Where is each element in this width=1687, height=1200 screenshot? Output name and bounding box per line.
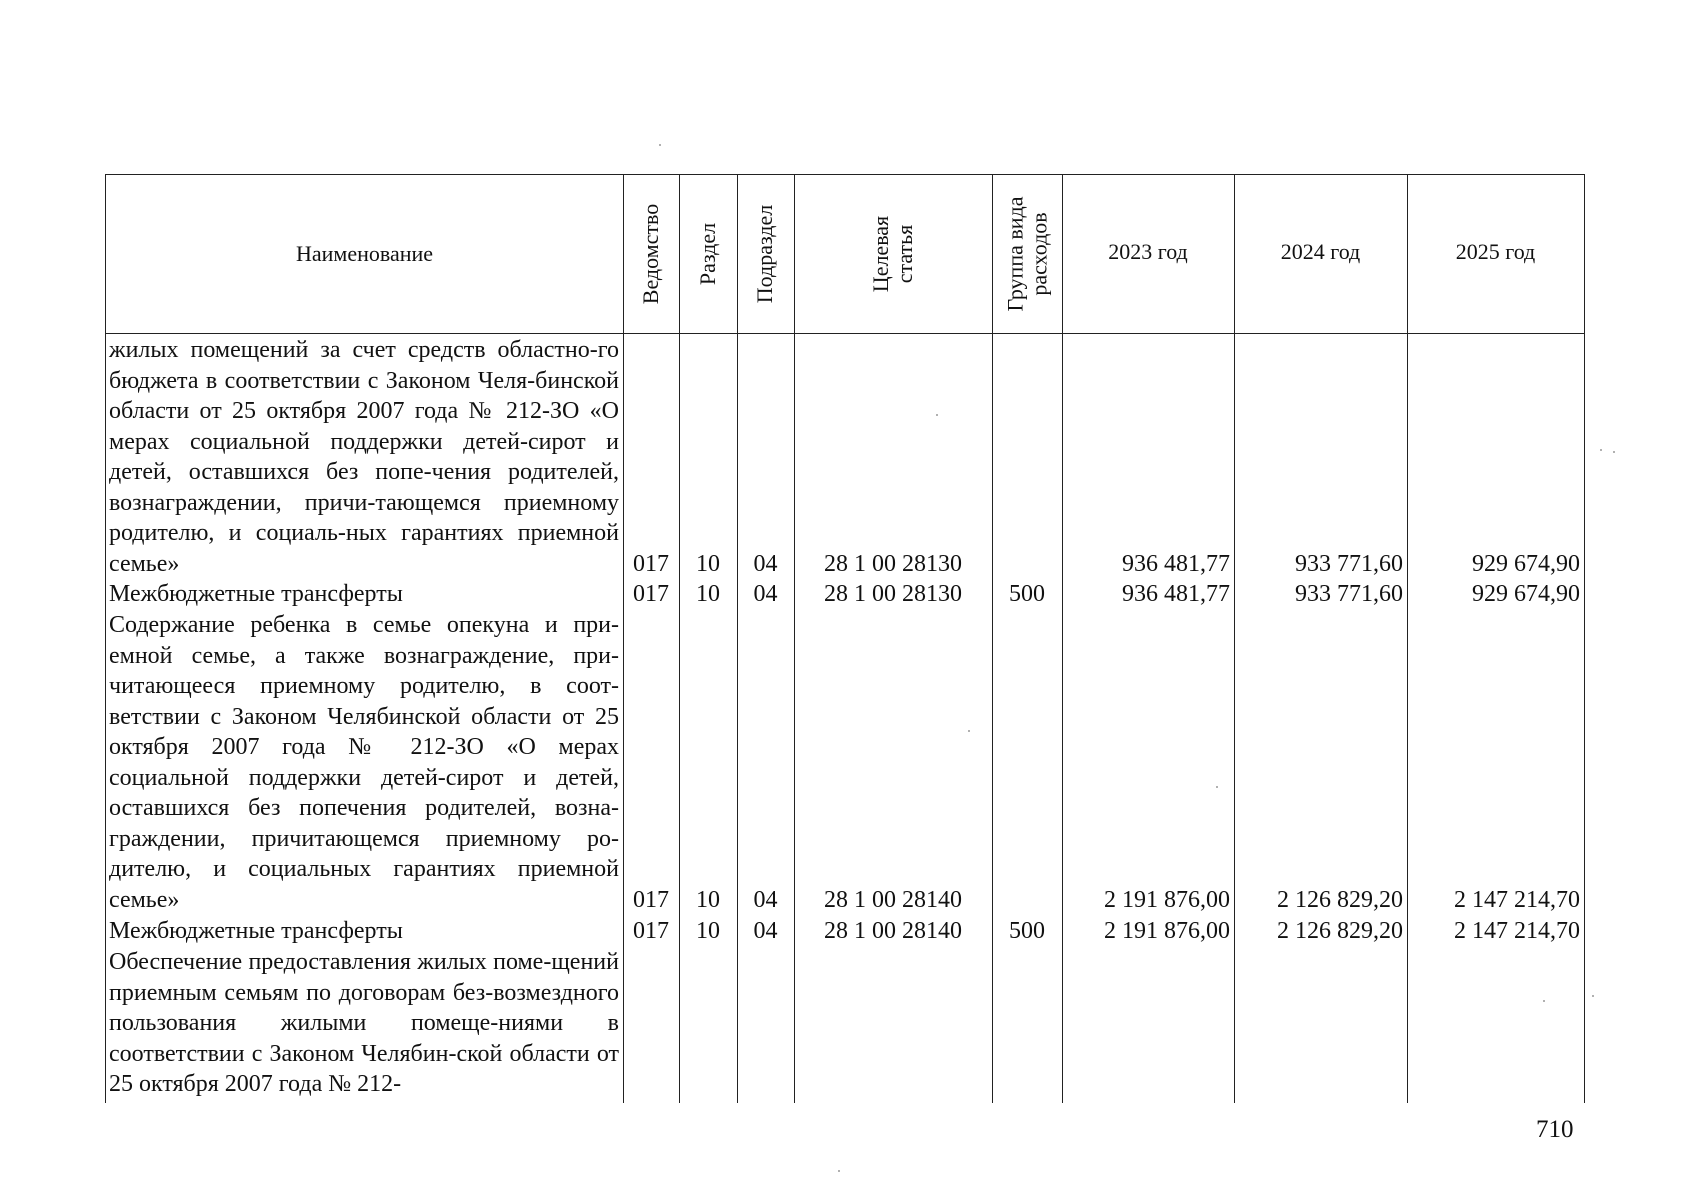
table-row	[106, 335, 1584, 581]
header-gruppa-line1: Группа вида	[1002, 196, 1028, 312]
header-name-label: Наименование	[295, 241, 434, 266]
budget-table	[105, 174, 1585, 1103]
row-2025: 2 147 214,70	[1454, 918, 1580, 944]
row-2025: 929 674,90	[1472, 551, 1580, 577]
row-2024: 933 771,60	[1295, 581, 1403, 607]
row-name: Обеспечение предоставления жилых поме-щений приемным семьям по договорам без-возмездного пользования жилыми помеще-ниями в соответствии с Законом Челябин-ской области от 25 октября 2007 года № 212-	[109, 949, 619, 1097]
row-podrazdel: 04	[753, 581, 778, 607]
row-2023: 2 191 876,00	[1104, 887, 1230, 913]
row-name: Содержание ребенка в семье опекуна и при-емной семье, а также вознаграждение, при-читающееся приемному родителю, в соот-ветствии с Законом Челябинской области от 25 октября 2007 года № 212-ЗО «О мерах социальной поддержки детей-сирот и детей, оставшихся без попечения родителей, возна-граждении, причитающемся приемному ро-дителю, и социальных гарантиях приемной семье»	[109, 612, 619, 913]
header-2023	[1062, 175, 1234, 333]
header-2024	[1234, 175, 1407, 333]
row-razdel: 10	[696, 581, 720, 607]
row-podrazdel: 04	[753, 887, 778, 913]
row-2023: 936 481,77	[1122, 581, 1230, 607]
header-celevaya-statya	[794, 175, 992, 333]
header-vedomstvo	[623, 175, 679, 333]
header-razdel-label: Раздел	[695, 222, 721, 286]
row-podrazdel: 04	[753, 918, 778, 944]
row-2024: 933 771,60	[1295, 551, 1403, 577]
row-2024: 2 126 829,20	[1277, 887, 1403, 913]
header-2025	[1407, 175, 1584, 333]
header-podrazdel-label: Подраздел	[752, 204, 778, 304]
row-2025: 929 674,90	[1472, 581, 1580, 607]
row-vedomstvo: 017	[633, 551, 669, 577]
table-body	[106, 333, 1584, 1103]
header-podrazdel	[737, 175, 794, 333]
scan-speck	[936, 414, 938, 416]
scan-speck	[968, 730, 970, 732]
page-number: 710	[1536, 1116, 1574, 1143]
row-vedomstvo: 017	[633, 887, 669, 913]
row-celevaya-statya: 28 1 00 28140	[824, 887, 962, 913]
row-2025: 2 147 214,70	[1454, 887, 1580, 913]
header-name	[106, 175, 623, 333]
row-razdel: 10	[696, 887, 720, 913]
header-gruppa-vida-raskhodov	[992, 175, 1062, 333]
scan-speck	[659, 144, 661, 146]
table-row	[106, 916, 1584, 947]
table-row	[106, 610, 1584, 916]
row-name: Межбюджетные трансферты	[109, 918, 403, 944]
table-row	[106, 947, 1584, 1103]
row-celevaya-statya: 28 1 00 28130	[824, 551, 962, 577]
row-razdel: 10	[696, 551, 720, 577]
row-gruppa: 500	[1009, 918, 1045, 944]
scan-speck	[1543, 1000, 1545, 1002]
scan-speck	[838, 1170, 840, 1172]
table-row	[106, 579, 1584, 610]
scan-speck	[1216, 786, 1218, 788]
table-header	[106, 175, 1584, 334]
header-2024-label: 2024 год	[1280, 239, 1361, 264]
row-vedomstvo: 017	[633, 581, 669, 607]
row-celevaya-statya: 28 1 00 28130	[824, 581, 962, 607]
header-2023-label: 2023 год	[1108, 239, 1188, 264]
row-podrazdel: 04	[753, 551, 778, 577]
row-2023: 2 191 876,00	[1104, 918, 1230, 944]
header-razdel	[679, 175, 737, 333]
scan-speck	[1600, 449, 1602, 451]
row-name: Межбюджетные трансферты	[109, 581, 403, 607]
row-razdel: 10	[696, 918, 720, 944]
row-2024: 2 126 829,20	[1277, 918, 1403, 944]
row-vedomstvo: 017	[633, 918, 669, 944]
row-name: жилых помещений за счет средств областно-го бюджета в соответствии с Законом Челя-бинской области от 25 октября 2007 года № 212-ЗО «О мерах социальной поддержки детей-сирот и детей, оставшихся без попе-чения родителей, вознаграждении, причи-тающемся приемному родителю, и социаль-ных гарантиях приемной семье»	[109, 337, 619, 577]
header-2025-label: 2025 год	[1455, 239, 1536, 264]
header-vedomstvo-label: Ведомство	[638, 203, 663, 305]
row-celevaya-statya: 28 1 00 28140	[824, 918, 962, 944]
header-gruppa-label	[1003, 197, 1051, 312]
scan-speck	[1613, 451, 1615, 453]
header-celevaya-line2: статья	[891, 224, 917, 284]
header-gruppa-line2: расходов	[1026, 212, 1052, 296]
header-celevaya-label	[869, 216, 917, 292]
scan-speck	[1592, 995, 1594, 997]
row-gruppa: 500	[1009, 581, 1045, 607]
row-2023: 936 481,77	[1122, 551, 1230, 577]
header-celevaya-line1: Целевая	[867, 215, 893, 293]
